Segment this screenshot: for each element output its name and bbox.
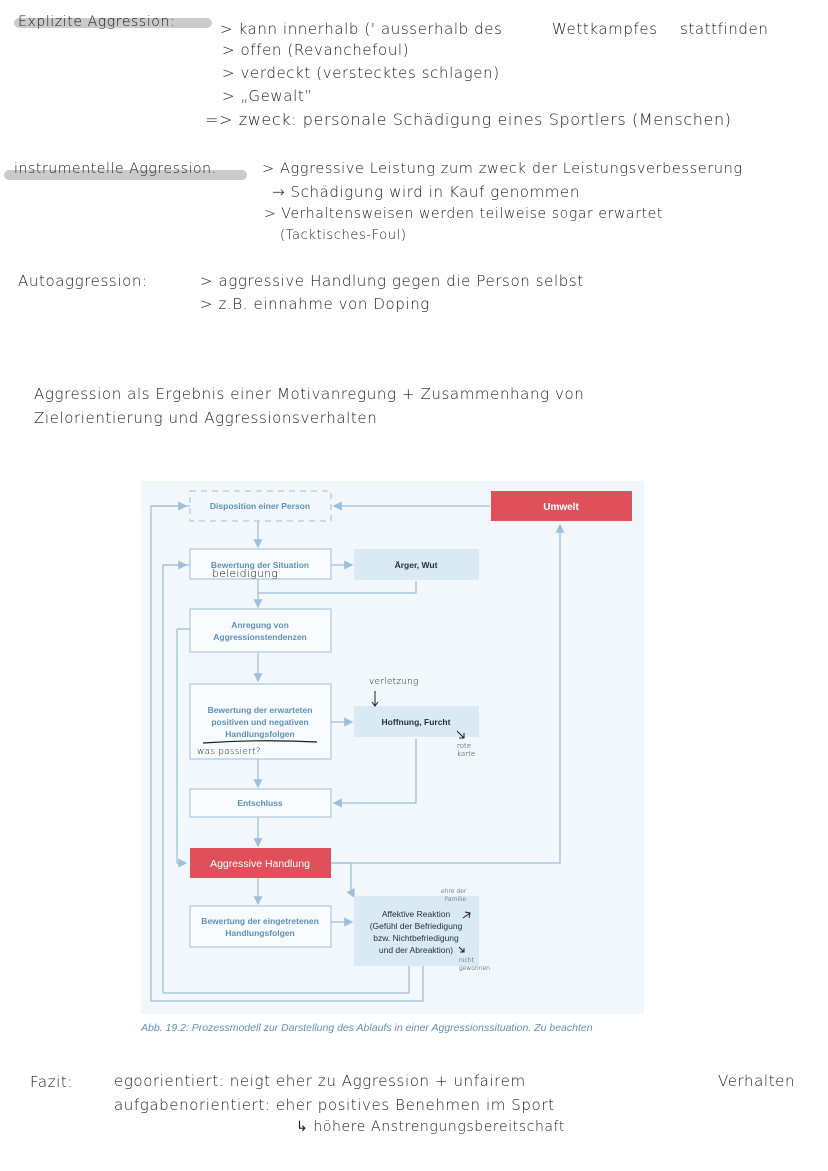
label-umwelt: Umwelt xyxy=(543,502,579,513)
note-line: aufgabenorientiert: eher positives Benehmen im Sport xyxy=(114,1096,555,1114)
note-line: (Tacktisches-Foul) xyxy=(280,228,407,243)
note-line: > z.B. einnahme von Doping xyxy=(200,295,430,313)
annotation-ehre: ehre der xyxy=(441,888,467,895)
note-line: > aggressive Handlung gegen die Person selbst xyxy=(200,272,584,290)
heading-instrumentelle-aggression: instrumentelle Aggression. xyxy=(14,161,217,177)
hand-arrow-icon xyxy=(372,691,378,706)
annotation-verletzung: verletzung xyxy=(369,677,419,687)
note-line: => zweck: personale Schädigung eines Sportlers (Menschen) xyxy=(205,110,732,129)
note-line: Zielorientierung und Aggressionsverhalten xyxy=(34,409,378,427)
label-folgen-1: Bewertung der erwarteten xyxy=(207,705,313,715)
label-affektiv-4: und der Abreaktion) xyxy=(378,945,454,955)
arrow-handlung-to-affektiv xyxy=(331,863,354,897)
label-aggressive-handlung: Aggressive Handlung xyxy=(210,858,310,870)
arrow-hoffnung-to-entschluss xyxy=(334,739,416,803)
process-model-figure xyxy=(141,481,644,1014)
note-line: > „Gewalt” xyxy=(222,87,313,105)
label-folgen-3: Handlungsfolgen xyxy=(225,729,295,739)
label-eingetreten-2: Handlungsfolgen xyxy=(225,928,295,938)
label-disposition: Disposition einer Person xyxy=(209,501,311,511)
note-line: > Verhaltensweisen werden teilweise sogar erwartet xyxy=(264,206,663,222)
annotation-was-passiert: was passiert? xyxy=(197,747,261,757)
label-bewertung-situation: Bewertung der Situation xyxy=(210,560,310,570)
figure-caption: Abb. 19.2: Prozessmodell zur Darstellung des Ablaufs in einer Aggressionssituation. Zu beachten xyxy=(141,1022,593,1034)
note-line: > offen (Revanchefoul) xyxy=(222,41,410,59)
annotation-gewonnen: gewonnen xyxy=(459,965,490,972)
note-line: > kann innerhalb (' ausserhalb des xyxy=(220,20,503,38)
arrow-loop-to-handlung xyxy=(177,629,186,863)
note-line: > Aggressive Leistung zum zweck der Leistungsverbesserung xyxy=(262,161,743,177)
note-word: Verhalten xyxy=(718,1072,796,1090)
annotation-nicht: nicht xyxy=(459,957,474,964)
label-affektiv-3: bzw. Nichtbefriedigung xyxy=(373,933,459,943)
heading-explizite-aggression: Explizite Aggression: xyxy=(18,14,176,30)
note-line: ↳ höhere Anstrengungsbereitschaft xyxy=(296,1119,565,1135)
box-affektiv xyxy=(354,896,479,966)
box-anregung xyxy=(190,609,331,652)
note-line: → Schädigung wird in Kauf genommen xyxy=(272,183,580,201)
annotation-karte: karte xyxy=(457,750,476,758)
line-aerger-to-anregung xyxy=(258,581,416,593)
label-eingetreten-1: Bewertung der eingetretenen xyxy=(201,916,319,926)
annotation-beleidigung: beleidigung xyxy=(212,567,279,580)
note-line: Aggression als Ergebnis einer Motivanregung + Zusammenhang von xyxy=(34,385,585,403)
label-anregung-2: Aggressionstendenzen xyxy=(213,632,307,642)
heading-fazit: Fazit: xyxy=(30,1073,74,1091)
note-line: egoorientiert: neigt eher zu Aggression + unfairem xyxy=(114,1072,526,1090)
label-folgen-2: positiven und negativen xyxy=(211,717,309,727)
annotation-rote: rote xyxy=(457,742,472,750)
note-line: > verdeckt (verstecktes schlagen) xyxy=(222,64,500,82)
note-word: Wettkampfes xyxy=(552,20,658,38)
label-aerger: Ärger, Wut xyxy=(394,560,438,570)
heading-autoaggression: Autoaggression: xyxy=(18,272,148,290)
label-entschluss: Entschluss xyxy=(237,798,283,808)
label-affektiv-1: Affektive Reaktion xyxy=(381,909,451,919)
label-anregung-1: Anregung von xyxy=(231,620,289,630)
loop-inner xyxy=(163,966,409,993)
box-bewertung-eingetreten xyxy=(190,906,331,947)
label-affektiv-2: (Gefühl der Befriedigung xyxy=(369,921,463,931)
annotation-familie: Familie xyxy=(445,896,467,903)
label-hoffnung: Hoffnung, Furcht xyxy=(381,717,451,727)
note-word: stattfinden xyxy=(680,20,769,38)
